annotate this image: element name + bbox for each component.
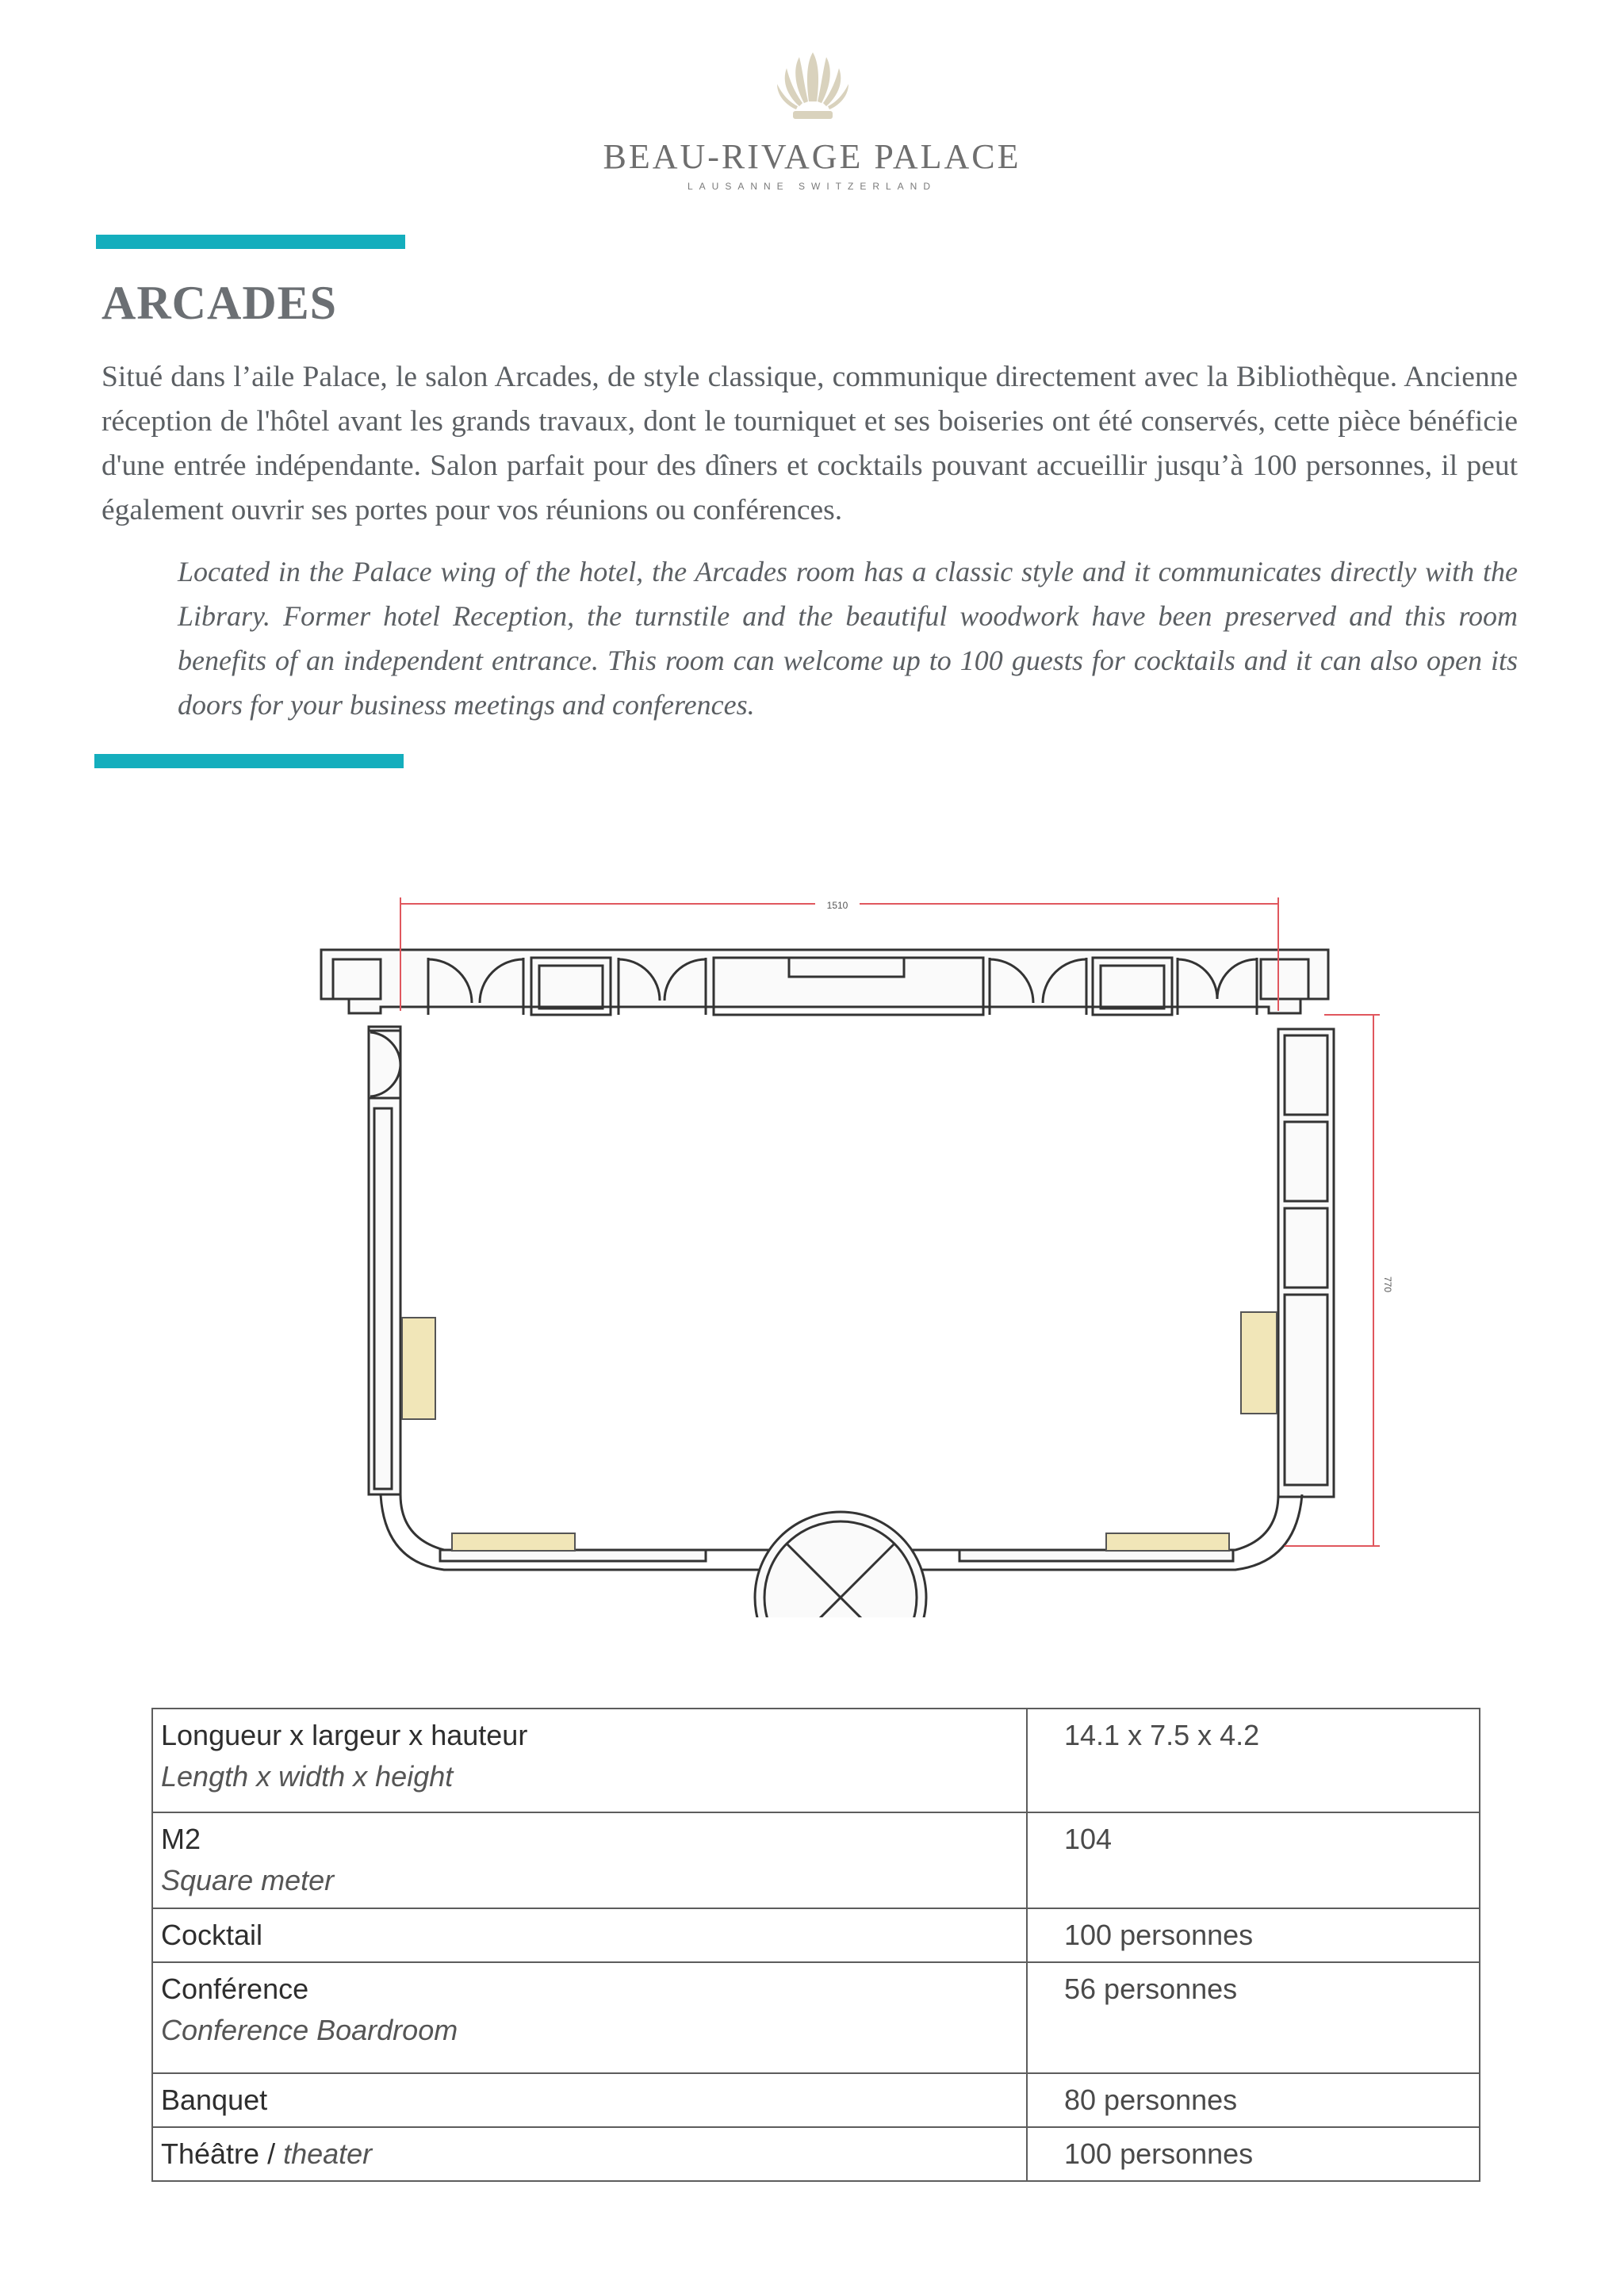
spec-value: 100 personnes <box>1027 1908 1480 1962</box>
accent-rule-bottom <box>94 754 404 768</box>
spec-label: Théâtre / <box>161 2137 276 2170</box>
spec-label: Banquet <box>161 2084 268 2116</box>
table-row <box>152 2073 1480 2127</box>
page-title: ARCADES <box>102 277 338 329</box>
table-row <box>152 2127 1480 2181</box>
table-row <box>152 1812 1480 1908</box>
spec-sublabel: Conference Boardroom <box>161 2014 458 2046</box>
accent-rule-top <box>96 235 405 249</box>
floor-plan <box>301 880 1396 1621</box>
spec-sublabel: Length x width x height <box>161 1760 454 1793</box>
brand-name: BEAU-RIVAGE PALACE <box>603 137 1021 176</box>
spec-label: M2 <box>161 1823 201 1855</box>
spec-value: 80 personnes <box>1027 2073 1480 2127</box>
table-row <box>152 1962 1480 2073</box>
spec-label: Conférence <box>161 1973 309 2005</box>
plan-depth-dimension: 770 <box>1382 1276 1393 1293</box>
table-row <box>152 1709 1480 1812</box>
specs-table <box>151 1708 1480 2182</box>
spec-value: 14.1 x 7.5 x 4.2 <box>1027 1709 1480 1812</box>
description-french: Situé dans l’aile Palace, le salon Arcades, de style classique, communique directement avec la Bibliothèque. Ancienne réception de l'hôtel avant les grands travaux, dont le tourniquet et ses boiseries ont été conservés, cette pièce bénéficie d'une entrée indépendante. Salon parfait pour des dîners et cocktails pouvant accueillir jusqu’à 100 personnes, il peut également ouvrir ses portes pour vos réunions ou conférences. <box>102 361 1518 526</box>
spec-label: Longueur x largeur x hauteur <box>161 1719 528 1751</box>
spec-value: 56 personnes <box>1027 1962 1480 2073</box>
description-english: Located in the Palace wing of the hotel, the Arcades room has a classic style and it communicates directly with the Library. Former hotel Reception, the turnstile and the beautiful woodwork have been preserved and this room benefits of an independent entrance. This room can welcome up to 100 guests for cocktails and it can also open its doors for your business meetings and conferences. <box>178 556 1518 721</box>
spec-value: 100 personnes <box>1027 2127 1480 2181</box>
plan-width-dimension: 1510 <box>826 900 848 911</box>
spec-value: 104 <box>1027 1812 1480 1908</box>
brand-location: LAUSANNE SWITZERLAND <box>687 181 937 192</box>
spec-label: Cocktail <box>161 1919 263 1951</box>
shell-logo-icon <box>769 46 856 129</box>
spec-label-italic: theater <box>283 2137 373 2170</box>
table-row <box>152 1908 1480 1962</box>
spec-sublabel: Square meter <box>161 1864 335 1896</box>
